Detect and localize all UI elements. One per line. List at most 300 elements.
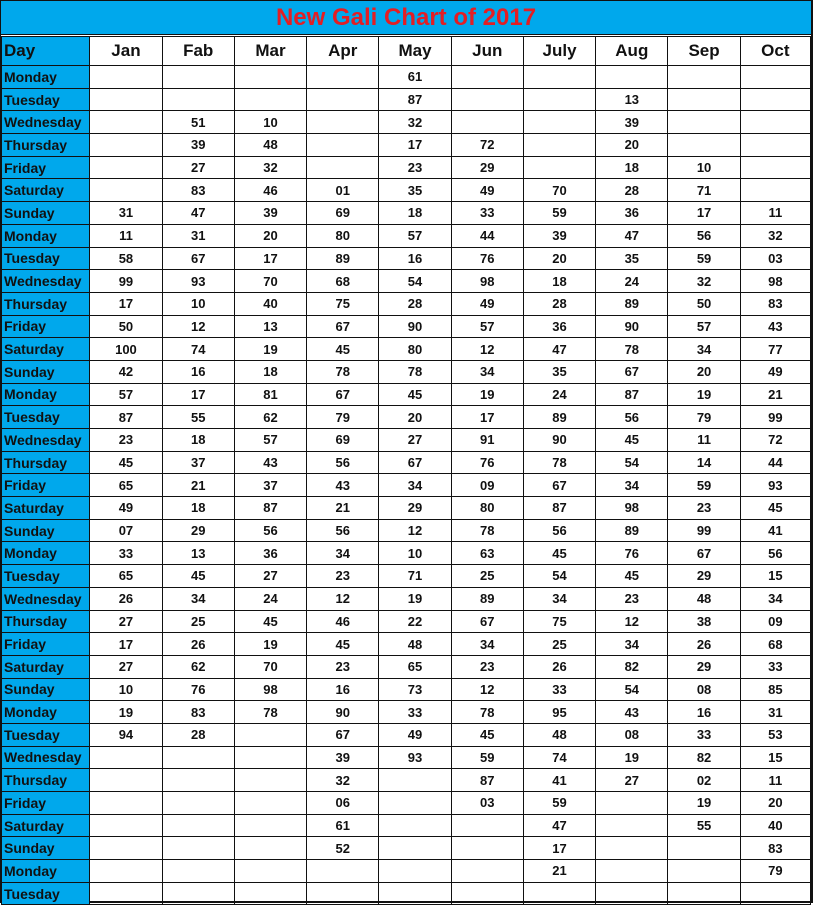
day-label: Tuesday (2, 406, 90, 429)
result-cell: 40 (234, 292, 306, 315)
result-cell: 27 (379, 429, 451, 452)
result-cell (740, 179, 810, 202)
day-label: Friday (2, 474, 90, 497)
result-cell: 49 (90, 497, 162, 520)
day-label: Monday (2, 66, 90, 89)
result-cell: 50 (668, 292, 740, 315)
result-cell: 36 (596, 202, 668, 225)
day-label: Sunday (2, 360, 90, 383)
result-cell: 11 (90, 224, 162, 247)
day-label: Thursday (2, 769, 90, 792)
result-cell (740, 156, 810, 179)
result-cell: 11 (740, 769, 810, 792)
result-cell: 16 (379, 247, 451, 270)
result-cell: 27 (90, 610, 162, 633)
result-cell: 41 (740, 519, 810, 542)
result-cell: 26 (668, 633, 740, 656)
result-cell: 39 (162, 134, 234, 157)
result-cell: 48 (379, 633, 451, 656)
result-cell (90, 746, 162, 769)
result-cell (523, 88, 595, 111)
result-cell: 45 (596, 565, 668, 588)
day-label: Wednesday (2, 429, 90, 452)
table-row (2, 224, 811, 247)
result-cell: 87 (234, 497, 306, 520)
result-cell: 27 (234, 565, 306, 588)
result-cell: 58 (90, 247, 162, 270)
result-cell: 14 (668, 451, 740, 474)
table-row (2, 519, 811, 542)
result-cell: 26 (162, 633, 234, 656)
day-label: Monday (2, 383, 90, 406)
result-cell: 47 (523, 338, 595, 361)
result-cell: 10 (162, 292, 234, 315)
result-cell: 69 (307, 202, 379, 225)
result-cell: 34 (596, 474, 668, 497)
table-row (2, 360, 811, 383)
result-cell: 54 (379, 270, 451, 293)
result-cell: 78 (234, 701, 306, 724)
result-cell: 19 (234, 338, 306, 361)
result-cell (451, 111, 523, 134)
result-cell: 83 (162, 179, 234, 202)
header-month: May (379, 37, 451, 66)
result-cell: 03 (451, 792, 523, 815)
table-row (2, 134, 811, 157)
result-cell: 23 (90, 429, 162, 452)
result-cell: 39 (596, 111, 668, 134)
result-cell: 76 (162, 678, 234, 701)
result-cell: 89 (596, 519, 668, 542)
result-cell (668, 860, 740, 883)
result-cell: 80 (451, 497, 523, 520)
result-cell: 57 (379, 224, 451, 247)
result-cell (668, 88, 740, 111)
day-label: Friday (2, 633, 90, 656)
result-cell: 32 (740, 224, 810, 247)
result-cell (451, 88, 523, 111)
result-cell (90, 882, 162, 905)
result-cell: 22 (379, 610, 451, 633)
result-cell: 28 (596, 179, 668, 202)
result-cell: 28 (523, 292, 595, 315)
result-cell: 71 (379, 565, 451, 588)
result-cell (90, 837, 162, 860)
result-cell: 27 (596, 769, 668, 792)
result-cell: 47 (596, 224, 668, 247)
result-cell: 19 (451, 383, 523, 406)
result-cell (596, 792, 668, 815)
result-cell: 23 (307, 565, 379, 588)
result-cell: 36 (523, 315, 595, 338)
result-cell: 87 (379, 88, 451, 111)
result-cell: 32 (379, 111, 451, 134)
table-row (2, 270, 811, 293)
result-cell: 19 (379, 587, 451, 610)
result-cell: 57 (90, 383, 162, 406)
result-cell: 56 (523, 519, 595, 542)
header-row (2, 37, 811, 66)
header-month: July (523, 37, 595, 66)
result-cell: 45 (523, 542, 595, 565)
result-cell: 17 (162, 383, 234, 406)
result-cell: 43 (740, 315, 810, 338)
result-cell: 78 (307, 360, 379, 383)
result-cell: 100 (90, 338, 162, 361)
day-label: Tuesday (2, 88, 90, 111)
day-label: Sunday (2, 519, 90, 542)
result-cell: 17 (451, 406, 523, 429)
table-row (2, 610, 811, 633)
result-cell: 71 (668, 179, 740, 202)
result-cell: 79 (668, 406, 740, 429)
result-cell: 43 (307, 474, 379, 497)
result-cell: 89 (523, 406, 595, 429)
result-cell (234, 88, 306, 111)
result-cell: 23 (596, 587, 668, 610)
day-label: Friday (2, 156, 90, 179)
day-label: Tuesday (2, 247, 90, 270)
day-label: Saturday (2, 179, 90, 202)
result-cell (596, 66, 668, 89)
result-cell: 46 (307, 610, 379, 633)
day-label: Monday (2, 224, 90, 247)
result-cell: 33 (90, 542, 162, 565)
result-cell: 12 (451, 338, 523, 361)
result-cell: 34 (307, 542, 379, 565)
result-cell: 31 (740, 701, 810, 724)
result-cell: 59 (523, 792, 595, 815)
result-cell (90, 814, 162, 837)
result-cell: 45 (90, 451, 162, 474)
result-cell: 49 (740, 360, 810, 383)
result-cell: 61 (379, 66, 451, 89)
result-cell: 55 (162, 406, 234, 429)
result-cell: 59 (523, 202, 595, 225)
result-cell (234, 837, 306, 860)
result-cell: 20 (379, 406, 451, 429)
result-cell: 15 (740, 746, 810, 769)
table-row (2, 315, 811, 338)
result-cell (234, 860, 306, 883)
result-cell (307, 111, 379, 134)
table-row (2, 587, 811, 610)
result-cell: 34 (451, 633, 523, 656)
result-cell: 11 (668, 429, 740, 452)
table-row (2, 429, 811, 452)
result-cell: 85 (740, 678, 810, 701)
table-row (2, 655, 811, 678)
result-cell: 39 (523, 224, 595, 247)
result-cell: 33 (668, 723, 740, 746)
result-cell: 67 (307, 383, 379, 406)
result-cell: 25 (162, 610, 234, 633)
result-cell: 56 (596, 406, 668, 429)
result-cell: 98 (234, 678, 306, 701)
result-cell: 17 (90, 633, 162, 656)
result-cell: 45 (307, 338, 379, 361)
result-cell: 34 (379, 474, 451, 497)
result-cell: 34 (162, 587, 234, 610)
result-cell: 67 (523, 474, 595, 497)
result-cell (162, 814, 234, 837)
result-cell: 37 (234, 474, 306, 497)
result-cell: 12 (307, 587, 379, 610)
result-cell: 49 (451, 179, 523, 202)
result-cell: 87 (451, 769, 523, 792)
result-cell (740, 88, 810, 111)
result-cell (90, 111, 162, 134)
result-cell: 99 (668, 519, 740, 542)
day-label: Saturday (2, 655, 90, 678)
result-cell: 72 (451, 134, 523, 157)
result-cell: 56 (307, 451, 379, 474)
result-cell: 26 (523, 655, 595, 678)
result-cell: 42 (90, 360, 162, 383)
result-cell: 11 (740, 202, 810, 225)
header-day: Day (2, 37, 90, 66)
result-cell: 39 (307, 746, 379, 769)
result-cell: 07 (90, 519, 162, 542)
result-cell: 28 (379, 292, 451, 315)
result-cell: 44 (451, 224, 523, 247)
result-cell (379, 792, 451, 815)
result-cell: 74 (162, 338, 234, 361)
result-cell: 48 (523, 723, 595, 746)
result-cell: 20 (740, 792, 810, 815)
result-cell: 13 (162, 542, 234, 565)
header-month: Mar (234, 37, 306, 66)
result-cell (90, 179, 162, 202)
result-cell: 43 (234, 451, 306, 474)
result-cell: 74 (523, 746, 595, 769)
result-cell: 67 (379, 451, 451, 474)
result-cell: 89 (307, 247, 379, 270)
result-cell: 21 (740, 383, 810, 406)
result-cell: 21 (523, 860, 595, 883)
result-cell (234, 769, 306, 792)
day-label: Wednesday (2, 746, 90, 769)
result-cell (162, 66, 234, 89)
result-cell (307, 134, 379, 157)
result-cell: 93 (379, 746, 451, 769)
result-cell: 53 (740, 723, 810, 746)
result-cell: 18 (234, 360, 306, 383)
result-cell: 98 (740, 270, 810, 293)
result-cell: 99 (90, 270, 162, 293)
table-row (2, 383, 811, 406)
result-cell: 21 (162, 474, 234, 497)
day-label: Tuesday (2, 723, 90, 746)
table-row (2, 111, 811, 134)
result-cell: 18 (379, 202, 451, 225)
result-cell: 34 (523, 587, 595, 610)
result-cell: 16 (162, 360, 234, 383)
result-cell (162, 792, 234, 815)
result-cell: 89 (596, 292, 668, 315)
result-cell: 10 (90, 678, 162, 701)
day-label: Saturday (2, 497, 90, 520)
day-label: Thursday (2, 610, 90, 633)
result-cell: 43 (596, 701, 668, 724)
day-label: Saturday (2, 814, 90, 837)
result-cell: 20 (596, 134, 668, 157)
result-cell: 76 (451, 247, 523, 270)
result-cell: 33 (451, 202, 523, 225)
result-cell (740, 882, 810, 905)
result-cell: 81 (234, 383, 306, 406)
result-cell (379, 837, 451, 860)
result-cell (740, 134, 810, 157)
result-cell: 19 (90, 701, 162, 724)
result-cell: 20 (234, 224, 306, 247)
result-cell: 48 (234, 134, 306, 157)
result-cell (162, 746, 234, 769)
result-cell (668, 882, 740, 905)
result-cell: 59 (668, 474, 740, 497)
result-cell: 40 (740, 814, 810, 837)
table-row (2, 156, 811, 179)
result-cell (740, 66, 810, 89)
result-cell: 98 (451, 270, 523, 293)
result-cell: 56 (740, 542, 810, 565)
result-cell: 17 (523, 837, 595, 860)
result-cell (307, 88, 379, 111)
table-row (2, 746, 811, 769)
result-cell: 25 (451, 565, 523, 588)
table-row (2, 338, 811, 361)
result-cell: 89 (451, 587, 523, 610)
result-cell: 44 (740, 451, 810, 474)
result-cell (451, 837, 523, 860)
result-cell (307, 882, 379, 905)
result-cell (523, 111, 595, 134)
table-row (2, 678, 811, 701)
result-cell: 80 (379, 338, 451, 361)
result-cell (234, 814, 306, 837)
result-cell: 08 (668, 678, 740, 701)
result-cell (668, 66, 740, 89)
result-cell: 23 (451, 655, 523, 678)
result-cell: 28 (162, 723, 234, 746)
result-cell (740, 111, 810, 134)
result-cell: 79 (307, 406, 379, 429)
result-cell: 67 (307, 315, 379, 338)
result-cell: 23 (668, 497, 740, 520)
result-cell: 18 (162, 429, 234, 452)
result-cell: 27 (162, 156, 234, 179)
day-label: Thursday (2, 451, 90, 474)
result-cell: 67 (451, 610, 523, 633)
table-row (2, 565, 811, 588)
result-cell: 09 (740, 610, 810, 633)
result-cell: 06 (307, 792, 379, 815)
table-row (2, 66, 811, 89)
result-cell (668, 111, 740, 134)
result-cell: 36 (234, 542, 306, 565)
result-cell (451, 66, 523, 89)
result-cell: 13 (234, 315, 306, 338)
result-cell: 99 (740, 406, 810, 429)
result-cell: 19 (668, 383, 740, 406)
day-label: Wednesday (2, 587, 90, 610)
table-row (2, 247, 811, 270)
result-cell: 55 (668, 814, 740, 837)
result-cell (596, 882, 668, 905)
chart-title: New Gali Chart of 2017 (1, 1, 811, 35)
result-cell (451, 882, 523, 905)
result-cell: 63 (451, 542, 523, 565)
result-cell: 26 (90, 587, 162, 610)
day-label: Tuesday (2, 882, 90, 905)
result-cell (90, 88, 162, 111)
result-cell (234, 723, 306, 746)
result-cell: 57 (668, 315, 740, 338)
result-cell: 95 (523, 701, 595, 724)
result-cell: 02 (668, 769, 740, 792)
result-cell: 49 (379, 723, 451, 746)
result-cell: 70 (234, 655, 306, 678)
day-label: Monday (2, 701, 90, 724)
table-row (2, 633, 811, 656)
table-row (2, 474, 811, 497)
result-cell: 29 (668, 565, 740, 588)
result-cell: 45 (451, 723, 523, 746)
result-cell: 59 (451, 746, 523, 769)
result-cell: 77 (740, 338, 810, 361)
header-month: Oct (740, 37, 810, 66)
result-cell (162, 769, 234, 792)
result-cell: 39 (234, 202, 306, 225)
result-cell: 87 (90, 406, 162, 429)
day-label: Monday (2, 860, 90, 883)
table-row (2, 814, 811, 837)
result-cell: 65 (90, 474, 162, 497)
result-cell: 18 (596, 156, 668, 179)
result-cell: 33 (379, 701, 451, 724)
result-cell: 32 (307, 769, 379, 792)
result-cell: 52 (307, 837, 379, 860)
result-cell: 09 (451, 474, 523, 497)
result-cell: 70 (234, 270, 306, 293)
header-month: Jan (90, 37, 162, 66)
result-cell (596, 837, 668, 860)
result-cell: 48 (668, 587, 740, 610)
table-row (2, 837, 811, 860)
result-cell: 12 (596, 610, 668, 633)
result-cell: 46 (234, 179, 306, 202)
day-label: Friday (2, 792, 90, 815)
result-cell: 47 (162, 202, 234, 225)
result-cell: 75 (307, 292, 379, 315)
result-cell (596, 814, 668, 837)
result-cell: 83 (740, 292, 810, 315)
result-cell: 34 (451, 360, 523, 383)
result-cell (90, 792, 162, 815)
result-cell (523, 156, 595, 179)
result-cell (162, 88, 234, 111)
result-cell: 17 (668, 202, 740, 225)
header-month: Aug (596, 37, 668, 66)
result-cell (379, 860, 451, 883)
header-month: Apr (307, 37, 379, 66)
table-row (2, 792, 811, 815)
header-month: Fab (162, 37, 234, 66)
result-cell: 34 (740, 587, 810, 610)
result-cell (379, 882, 451, 905)
result-cell (451, 814, 523, 837)
result-cell (162, 860, 234, 883)
